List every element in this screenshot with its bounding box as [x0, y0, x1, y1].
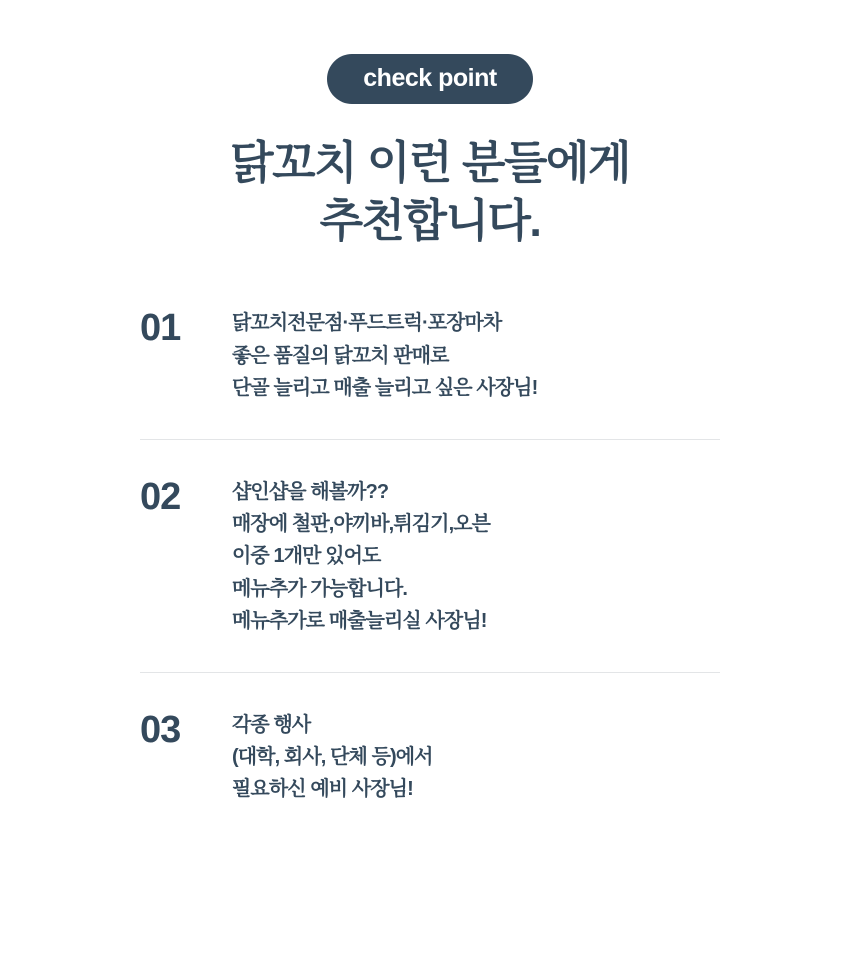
checkpoint-text: [232, 709, 720, 806]
checkpoint-number: 02: [140, 475, 181, 518]
checkpoint-text-line: 메뉴추가로 매출늘리실 사장님!: [232, 610, 487, 633]
list-item: [140, 307, 720, 404]
badge-container: [0, 0, 860, 104]
checkpoint-text-line: 필요하신 예비 사장님!: [232, 778, 413, 801]
page-title: [0, 134, 860, 249]
page-title-line-2: 추천합니다.: [319, 194, 541, 246]
list-item: [140, 709, 720, 806]
checkpoint-text-line: 각종 행사: [232, 713, 311, 736]
check-point-badge: check point: [327, 54, 532, 104]
divider: [140, 439, 720, 440]
checkpoint-number: 01: [140, 307, 181, 350]
list-item: [140, 476, 720, 638]
checkpoint-text: [232, 307, 720, 404]
checkpoint-text-line: (대학, 회사, 단체 등)에서: [232, 745, 433, 768]
checkpoint-text-line: 단골 늘리고 매출 늘리고 싶은 사장님!: [232, 377, 538, 400]
page-title-line-1: 닭꼬치 이런 분들에게: [230, 137, 630, 189]
checkpoint-text-line: 닭꼬치전문점·푸드트럭·포장마차: [232, 312, 502, 335]
divider: [140, 672, 720, 673]
checkpoint-list: [140, 249, 720, 805]
checkpoint-text-line: 매장에 철판,야끼바,튀김기,오븐: [232, 513, 491, 535]
checkpoint-number: 03: [140, 708, 181, 751]
checkpoint-text: [232, 476, 720, 638]
checkpoint-text-line: 메뉴추가 가능합니다.: [232, 577, 408, 600]
checkpoint-text-line: 좋은 품질의 닭꼬치 판매로: [232, 344, 449, 367]
checkpoint-text-line: 샵인샵을 해볼까??: [232, 480, 389, 503]
checkpoint-text-line: 이중 1개만 있어도: [232, 545, 381, 568]
